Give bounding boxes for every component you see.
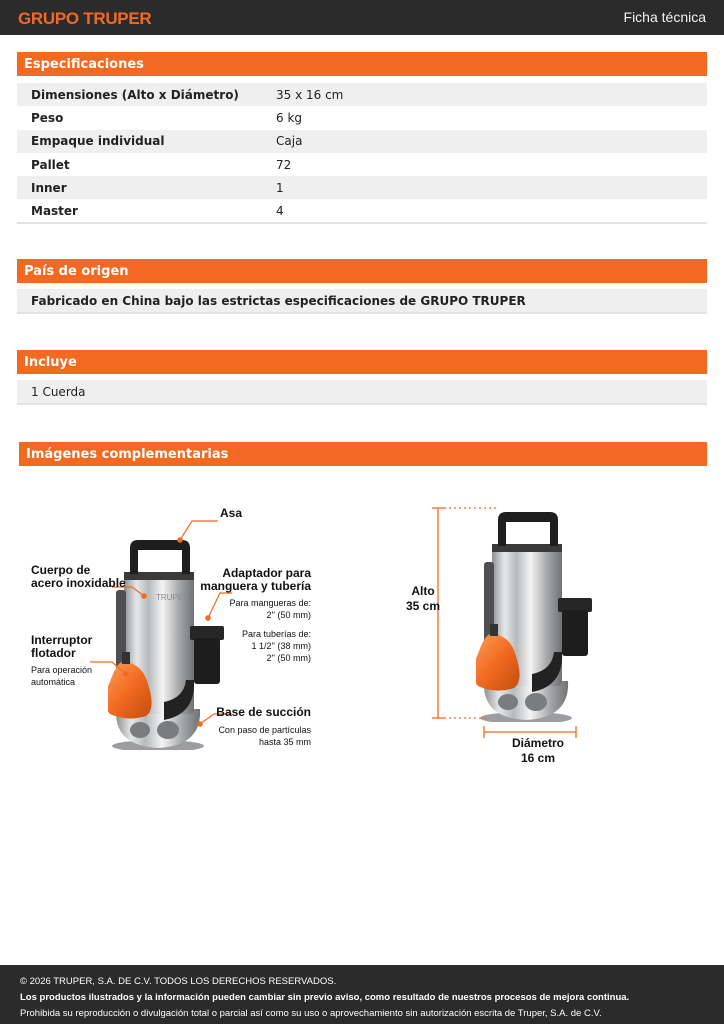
spec-key: Empaque individual xyxy=(17,130,262,153)
spec-value: 35 x 16 cm xyxy=(262,83,707,106)
label-interruptor-sub-2: automática xyxy=(31,677,76,687)
label-asa: Asa xyxy=(220,506,243,520)
includes-text: 1 Cuerda xyxy=(17,380,707,405)
top-bar xyxy=(0,0,724,35)
label-diametro-1: Diámetro xyxy=(511,736,564,750)
origin-text: Fabricado en China bajo las estrictas especificaciones de GRUPO TRUPER xyxy=(17,289,707,314)
table-row xyxy=(17,199,707,222)
label-base-sub-1: Con paso de partículas xyxy=(218,725,311,735)
label-cuerpo-1: Cuerpo de xyxy=(31,563,91,577)
label-interruptor-2: flotador xyxy=(31,646,76,660)
spec-value: 1 xyxy=(262,176,707,199)
spec-key: Dimensiones (Alto x Diámetro) xyxy=(17,83,262,106)
product-brand-mark: TRUPER xyxy=(156,593,189,602)
spec-key: Inner xyxy=(17,176,262,199)
label-tuberias-2: 1 1/2'' (38 mm) xyxy=(251,641,311,651)
table-row xyxy=(17,153,707,176)
label-adaptador-2: manguera y tubería xyxy=(200,579,311,593)
label-base-sub-2: hasta 35 mm xyxy=(258,737,311,747)
label-base: Base de succión xyxy=(216,705,311,719)
footer-prohibition: Prohibida su reproducción o divulgación total o parcial así como su uso o aprovechamiento sin autorización escrita de Truper, S.A. de C.V. xyxy=(20,1008,602,1019)
label-tuberias-1: Para tuberías de: xyxy=(241,629,311,639)
label-adaptador-1: Adaptador para xyxy=(222,566,311,580)
table-row xyxy=(17,106,707,129)
footer-notice: Los productos ilustrados y la información pueden cambiar sin previo aviso, como resultado de nuestros procesos de mejora continua. xyxy=(20,992,630,1003)
origin-header: País de origen xyxy=(17,259,707,283)
spec-value: Caja xyxy=(262,130,707,153)
table-row xyxy=(17,83,707,106)
spec-value: 6 kg xyxy=(262,106,707,129)
spec-value: 72 xyxy=(262,153,707,176)
spec-key: Master xyxy=(17,199,262,222)
label-diametro-2: 16 cm xyxy=(520,751,556,765)
spec-value: 4 xyxy=(262,199,707,222)
label-alto-2: 35 cm xyxy=(405,599,441,613)
footer xyxy=(0,965,724,1024)
label-mangueras-1: Para mangueras de: xyxy=(229,598,311,608)
dimension-lines xyxy=(428,500,598,750)
specs-header: Especificaciones xyxy=(17,52,707,76)
images-header: Imágenes complementarias xyxy=(19,442,707,466)
includes-header: Incluye xyxy=(17,350,707,374)
label-mangueras-2: 2'' (50 mm) xyxy=(266,610,311,620)
label-cuerpo-2: acero inoxidable xyxy=(31,576,126,590)
brand-logo: GRUPO TRUPER xyxy=(18,9,152,28)
footer-copyright: © 2026 TRUPER, S.A. DE C.V. TODOS LOS DERECHOS RESERVADOS. xyxy=(20,976,337,987)
spec-key: Peso xyxy=(17,106,262,129)
label-alto-1: Alto xyxy=(411,584,435,598)
document-type: Ficha técnica xyxy=(623,9,706,25)
label-tuberias-3: 2'' (50 mm) xyxy=(266,653,311,663)
table-row xyxy=(17,130,707,153)
label-interruptor-1: Interruptor xyxy=(31,633,93,647)
spec-key: Pallet xyxy=(17,153,262,176)
label-interruptor-sub-1: Para operación xyxy=(31,665,93,675)
specs-table xyxy=(17,83,707,224)
table-row xyxy=(17,176,707,199)
